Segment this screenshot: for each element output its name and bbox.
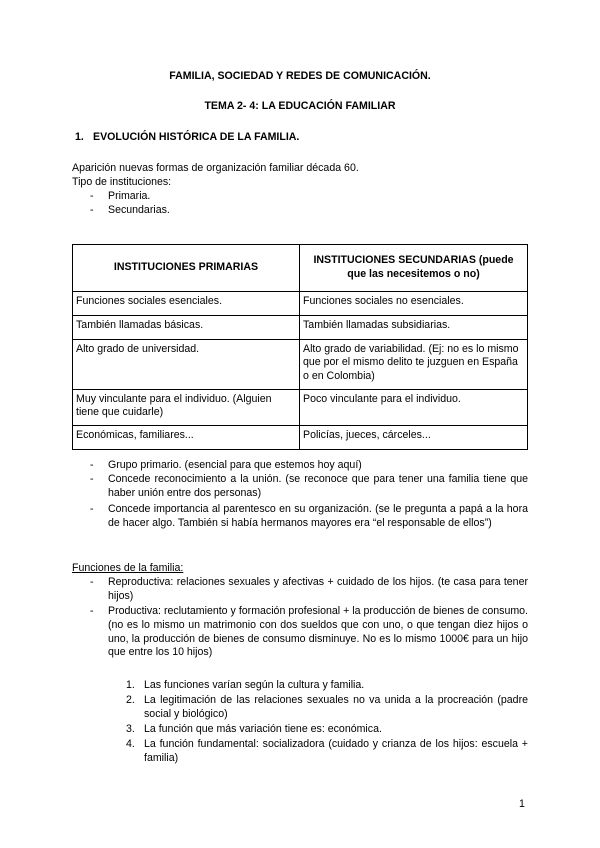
table-header-cell: INSTITUCIONES PRIMARIAS [73, 245, 300, 292]
item-number: 2. [126, 694, 135, 706]
numbered-item [126, 694, 528, 722]
table-cell: Económicas, familiares... [73, 425, 300, 449]
item-text: La función que más variación tiene es: económica. [144, 723, 382, 735]
list-item: - Reproductiva: relaciones sexuales y afectivas + cuidado de los hijos. (te casa para tener hijos) [108, 576, 528, 604]
table-cell: También llamadas básicas. [73, 315, 300, 339]
section-number: 1. [75, 131, 84, 143]
table-header-cell: INSTITUCIONES SECUNDARIAS (puede que las necesitemos o no) [300, 245, 528, 292]
numbered-item [126, 679, 528, 693]
table-cell: Alto grado de universidad. [73, 339, 300, 389]
list-item: - Secundarias. [108, 204, 528, 218]
section-heading [75, 131, 300, 145]
table-cell: También llamadas subsidiarias. [300, 315, 528, 339]
numbered-item [126, 723, 528, 737]
table-row [73, 339, 528, 389]
list-item: - Concede importancia al parentesco en su organización. (se le pregunta a papá a la hora de hacer algo. También si había hermanos mayores era “el responsable de ellos”) [108, 503, 528, 531]
item-text: La legitimación de las relaciones sexuales no va unida a la procreación (padre social y biológico) [144, 694, 528, 720]
document-subtitle: TEMA 2- 4: LA EDUCACIÓN FAMILIAR [204, 100, 396, 112]
page-number: 1 [519, 798, 525, 810]
list-item: - Primaria. [108, 190, 528, 204]
table-cell: Poco vinculante para el individuo. [300, 389, 528, 425]
item-number: 3. [126, 723, 135, 735]
intro-line: Aparición nuevas formas de organización familiar década 60. [72, 162, 359, 174]
table-row [73, 389, 528, 425]
table-cell: Policías, jueces, cárceles... [300, 425, 528, 449]
intro-line: Tipo de instituciones: [72, 176, 172, 188]
item-text: Las funciones varían según la cultura y familia. [144, 679, 365, 691]
list-item: - Concede reconocimiento a la unión. (se reconoce que para tener una familia tiene que haber unión entre dos personas) [108, 473, 528, 501]
table-row [73, 425, 528, 449]
item-text: La función fundamental: socializadora (cuidado y crianza de los hijos: escuela + familia) [144, 738, 528, 764]
section-heading-text: EVOLUCIÓN HISTÓRICA DE LA FAMILIA. [93, 131, 300, 143]
functions-heading: Funciones de la familia: [72, 562, 184, 574]
item-number: 1. [126, 679, 135, 691]
numbered-item [126, 738, 528, 766]
table-header-row [73, 245, 528, 292]
table-row [73, 315, 528, 339]
table-cell: Muy vinculante para el individuo. (Alguien tiene que cuidarle) [73, 389, 300, 425]
table-cell: Funciones sociales no esenciales. [300, 291, 528, 315]
item-number: 4. [126, 738, 135, 750]
list-item: - Grupo primario. (esencial para que estemos hoy aquí) [108, 459, 528, 473]
table-cell: Funciones sociales esenciales. [73, 291, 300, 315]
table-cell: Alto grado de variabilidad. (Ej: no es lo mismo que por el mismo delito te juzguen en España o en Colombia) [300, 339, 528, 389]
institutions-table [72, 244, 528, 450]
table-row [73, 291, 528, 315]
list-item: - Productiva: reclutamiento y formación profesional + la producción de bienes de consumo. (no es lo mismo un matrimonio con dos sueldos que con uno, o que tengan diez hijos o uno, la producción de bienes de consumo disminuye. No es lo mismo 1000€ para un hijo que entre los 10 hijos) [108, 605, 528, 660]
document-title: FAMILIA, SOCIEDAD Y REDES DE COMUNICACIÓN. [169, 70, 431, 82]
